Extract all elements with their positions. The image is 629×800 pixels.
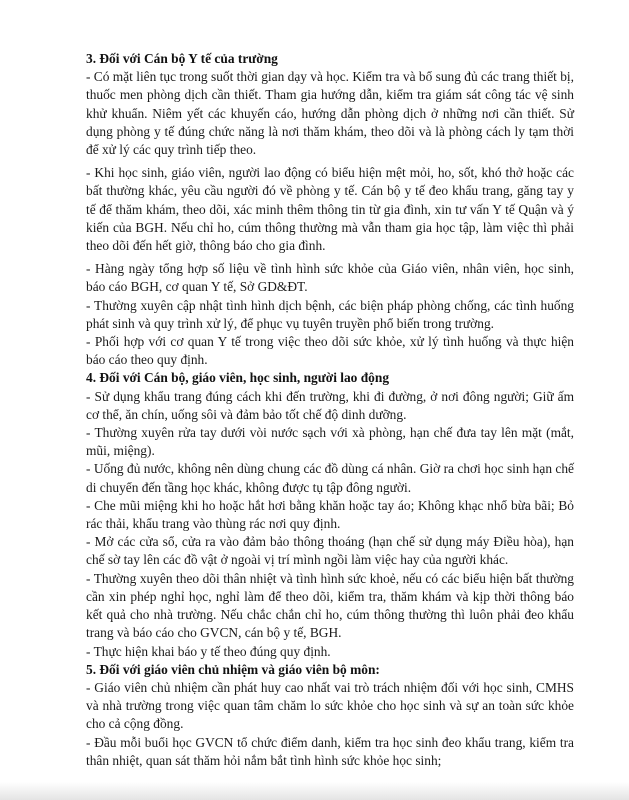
section-4-paragraph-2: - Thường xuyên rửa tay dưới vòi nước sạch với xà phòng, hạn chế đưa tay lên mặt (mắt, mũi, miệng). [86,425,574,459]
section-3-heading: 3. Đối với Cán bộ Y tế của trường [86,51,278,66]
section-3-paragraph-2: - Khi học sinh, giáo viên, người lao động có biểu hiện mệt mỏi, ho, sốt, khó thở hoặc các bất thường khác, yêu cầu người đó về phòng y tế. Cán bộ y tế đeo khẩu trang, găng tay y tế để thăm khám, theo dõi, xác minh thêm thông tin từ gia đình, xin tư vấn Y tế Quận và ý kiến của BGH. Nếu chỉ ho, cúm thông thường mà vẫn tham gia học tập, làm việc thì phải theo dõi đến hết giờ, thông báo cho gia đình. [86,165,574,254]
section-3-paragraph-4: - Thường xuyên cập nhật tình hình dịch bệnh, các biện pháp phòng chống, các tình huống phát sinh và quy trình xử lý, để phục vụ tuyên truyền phổ biến trong trường. [86,297,574,331]
section-4-heading: 4. Đối với Cán bộ, giáo viên, học sinh, người lao động [86,370,390,386]
section-4-paragraph-7: - Thực hiện khai báo y tế theo đúng quy định. [86,643,331,659]
section-4-paragraph-6: - Thường xuyên theo dõi thân nhiệt và tình hình sức khoẻ, nếu có các biểu hiện bất thường cần xin phép nghỉ học, nghỉ làm để theo dõi, kiểm tra, thăm khám và kịp thời thông báo kết quả cho nhà trường. Nếu chắc chắn chỉ ho, cúm thông thường thì luôn phải đeo khẩu trang và báo cáo cho GVCN, cán bộ y tế, BGH. [86,570,574,641]
document-body [86,50,574,770]
section-5-paragraph-2: - Đầu mỗi buổi học GVCN tổ chức điểm danh, kiểm tra học sinh đeo khẩu trang, kiểm tra thân nhiệt, quan sát thăm hỏi nắm bắt tình hình sức khỏe học sinh; [86,734,574,768]
section-3-paragraph-1: - Có mặt liên tục trong suốt thời gian dạy và học. Kiểm tra và bổ sung đủ các trang thiết bị, thuốc men phòng dịch cần thiết. Tham gia hướng dẫn, kiểm tra giám sát công tác vệ sinh khử khuẩn. Niêm yết các khuyến cáo, hướng dẫn phòng dịch ở những nơi cần thiết. Sử dụng phòng y tế đúng chức năng là nơi thăm khám, theo dõi và là phòng cách ly tạm thời để xử lý các quy trình tiếp theo. [86,69,574,158]
section-4-paragraph-1: - Sử dụng khẩu trang đúng cách khi đến trường, khi đi đường, ở nơi đông người; Giữ ấm cơ thể, ăn chín, uống sôi và đảm bảo tốt chế độ dinh dưỡng. [86,388,574,422]
section-5-heading: 5. Đối với giáo viên chủ nhiệm và giáo viên bộ môn: [86,661,380,677]
section-3-paragraph-3: - Hàng ngày tổng hợp số liệu về tình hình sức khỏe của Giáo viên, nhân viên, học sinh, báo cáo BGH, cơ quan Y tế, Sở GD&ĐT. [86,261,574,295]
section-4-paragraph-3: - Uống đủ nước, không nên dùng chung các đồ dùng cá nhân. Giờ ra chơi học sinh hạn chế di chuyển đến tầng học khác, không được tụ tập đông người. [86,461,574,495]
section-3-paragraph-5: - Phối hợp với cơ quan Y tế trong việc theo dõi sức khỏe, xử lý tình huống và thực hiện báo cáo theo quy định. [86,334,574,368]
section-5-paragraph-1: - Giáo viên chủ nhiệm cần phát huy cao nhất vai trò trách nhiệm đối với học sinh, CMHS và nhà trường trong việc quan tâm chăm lo sức khỏe cho học sinh và sự an toàn sức khỏe cho cả cộng đồng. [86,679,574,732]
section-4-paragraph-5: - Mở các cửa sổ, cửa ra vào đảm bảo thông thoáng (hạn chế sử dụng máy Điều hòa), hạn chế sờ tay lên các đồ vật ở ngoài vị trí mình ngồi làm việc hay của người khác. [86,534,574,568]
section-4-paragraph-4: - Che mũi miệng khi ho hoặc hắt hơi bằng khăn hoặc tay áo; Không khạc nhổ bừa bãi; Bỏ rác thải, khẩu trang vào thùng rác nơi quy định. [86,497,574,532]
page-bottom-shadow [0,782,629,800]
